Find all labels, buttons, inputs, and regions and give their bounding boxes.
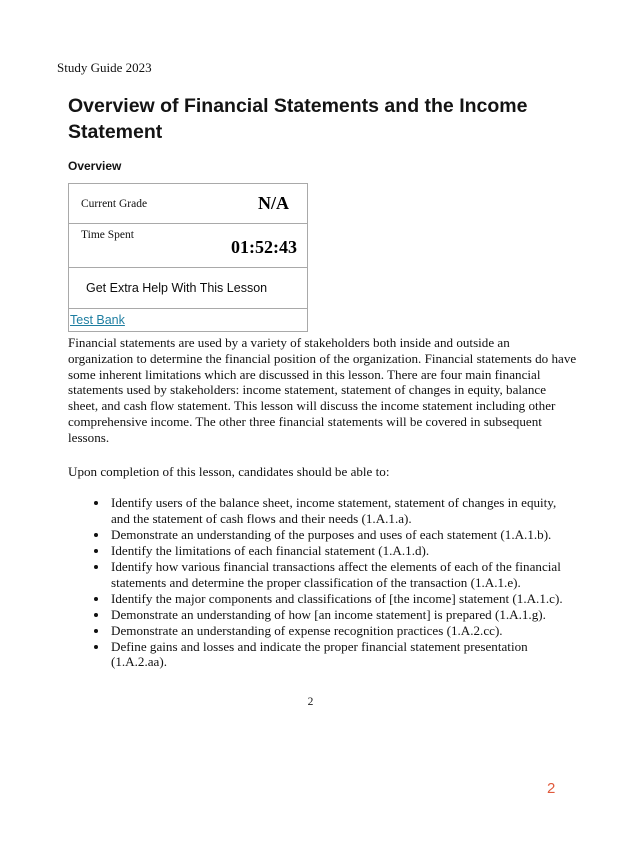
objectives-list — [68, 495, 577, 670]
time-spent-value: 01:52:43 — [231, 237, 297, 257]
objectives-intro: Upon completion of this lesson, candidates should be able to: — [68, 463, 390, 479]
objective-item: • Identify users of the balance sheet, income statement, statement of changes in equity, and the statement of cash flows and their needs (1.A.1.a). — [109, 495, 577, 527]
page-title: Overview of Financial Statements and the Income Statement — [68, 95, 528, 143]
footer-page-number: 2 — [307, 696, 314, 709]
objective-item: • Identify the limitations of each financial statement (1.A.1.d). — [109, 543, 577, 559]
intro-paragraph: Financial statements are used by a variety of stakeholders both inside and outside an organization to determine the financial position of the organization. Financial statements do have some inherent limitations which are discussed in this lesson. There are four main financial statements used by stakeholders: income statement, statement of changes in equity, balance sheet, and cash flow statement. This lesson will discuss the income statement including other comprehensive income. The other three financial statements will be covered in subsequent lessons. — [68, 335, 577, 445]
test-bank-link[interactable]: Test Bank — [70, 313, 125, 327]
test-bank-row — [69, 309, 307, 331]
objective-item: • Demonstrate an understanding of the purposes and uses of each statement (1.A.1.b). — [109, 527, 577, 543]
objective-item: • Identify the major components and classifications of [the income] statement (1.A.1.c). — [109, 591, 577, 607]
extra-help-link[interactable]: Get Extra Help With This Lesson — [69, 268, 307, 309]
main-content — [68, 93, 577, 708]
time-spent-label: Time Spent — [81, 229, 134, 241]
corner-page-number: 2 — [547, 780, 556, 797]
current-grade-value: N/A — [258, 193, 289, 213]
objective-item: • Identify how various financial transactions affect the elements of each of the financial statements and determine the proper classification of the transaction (1.A.1.e). — [109, 559, 577, 591]
current-grade-label: Current Grade — [81, 197, 148, 210]
current-grade-row — [69, 184, 307, 224]
lesson-info-table — [68, 183, 308, 332]
section-heading-overview: Overview — [68, 159, 122, 173]
objective-item: • Demonstrate an understanding of how [an income statement] is prepared (1.A.1.g). — [109, 607, 577, 623]
objective-item: • Demonstrate an understanding of expense recognition practices (1.A.2.cc). — [109, 623, 577, 639]
time-spent-row — [69, 224, 307, 268]
objective-item: • Define gains and losses and indicate the proper financial statement presentation (1.A.2.aa). — [109, 639, 577, 671]
document-header: Study Guide 2023 — [57, 60, 152, 75]
